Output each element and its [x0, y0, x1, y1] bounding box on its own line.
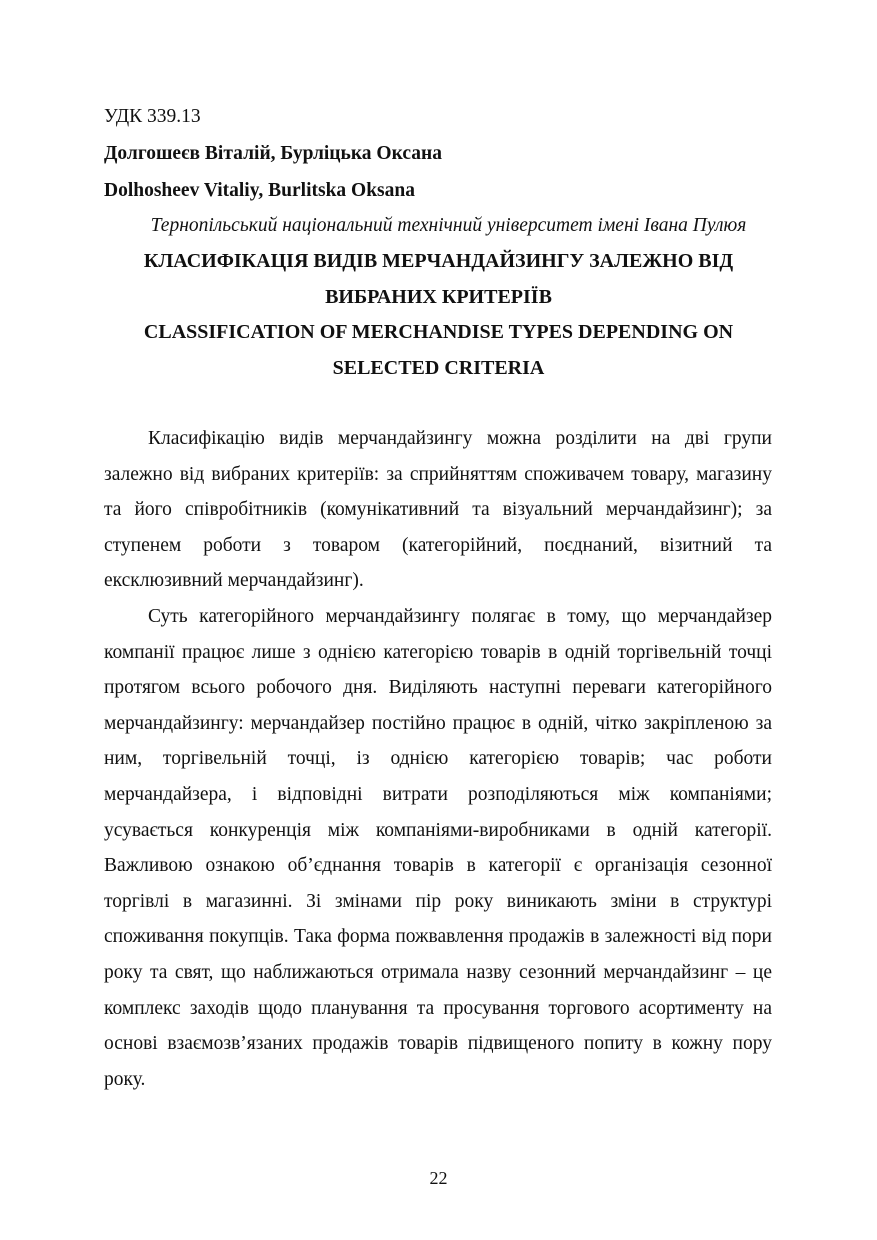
affiliation-row [0, 215, 877, 237]
affiliation: Тернопільський національний технічний університет імені Івана Пулюя [150, 215, 747, 236]
authors-ukrainian: Долгошеєв Віталій, Бурліцька Оксана [104, 143, 442, 164]
udk-code: УДК 339.13 [104, 106, 201, 127]
title-ua-line-1: КЛАСИФІКАЦІЯ ВИДІВ МЕРЧАНДАЙЗИНГУ ЗАЛЕЖНО ВІД [143, 250, 734, 272]
title-ua-line-2: ВИБРАНИХ КРИТЕРІЇВ [325, 286, 552, 308]
page-number: 22 [429, 1168, 448, 1188]
body-paragraph: Суть категорійного мерчандайзингу полягає в тому, що мерчандайзер компанії працює лише з однією категорією товарів в одній торгівельній точці протягом всього робочого дня. Виділяють наступні переваги категорійного мерчандайзингу: мерчандайзер постійно працює в одній, чітко закріпленою за ним, торгівельній точці, із однією категорією товарів; час роботи мерчандайзера, і відповідні витрати розподіляються між компаніями; усувається конкуренція між компаніями-виробниками в одній категорії. Важливою ознакою об’єднання товарів в категорії є організація сезонної торгівлі в магазинні. Зі змінами пір року виникають зміни в структурі споживання покупців. Така форма пожвавлення продажів в залежності від пори року та свят, що наближаються отримала назву сезонний мерчандайзинг – це комплекс заходів щодо планування та просування торгового асортименту на основі взаємозв’язаних продажів товарів підвищеного попиту в кожну пору року. [104, 606, 772, 1090]
title-en-line-2: SELECTED CRITERIA [332, 357, 545, 379]
title-en-line-1: CLASSIFICATION OF MERCHANDISE TYPES DEPENDING ON [143, 321, 734, 343]
authors-english: Dolhosheev Vitaliy, Burlitska Oksana [104, 180, 415, 201]
body-paragraph: Класифікацію видів мерчандайзингу можна розділити на дві групи залежно від вибраних критеріїв: за сприйняттям споживачем товару, магазину та його співробітників (комунікативний та візуальний мерчандайзинг); за ступенем роботи з товаром (категорійний, поєднаний, візитний та ексклюзивний мерчандайзинг). [104, 428, 772, 592]
